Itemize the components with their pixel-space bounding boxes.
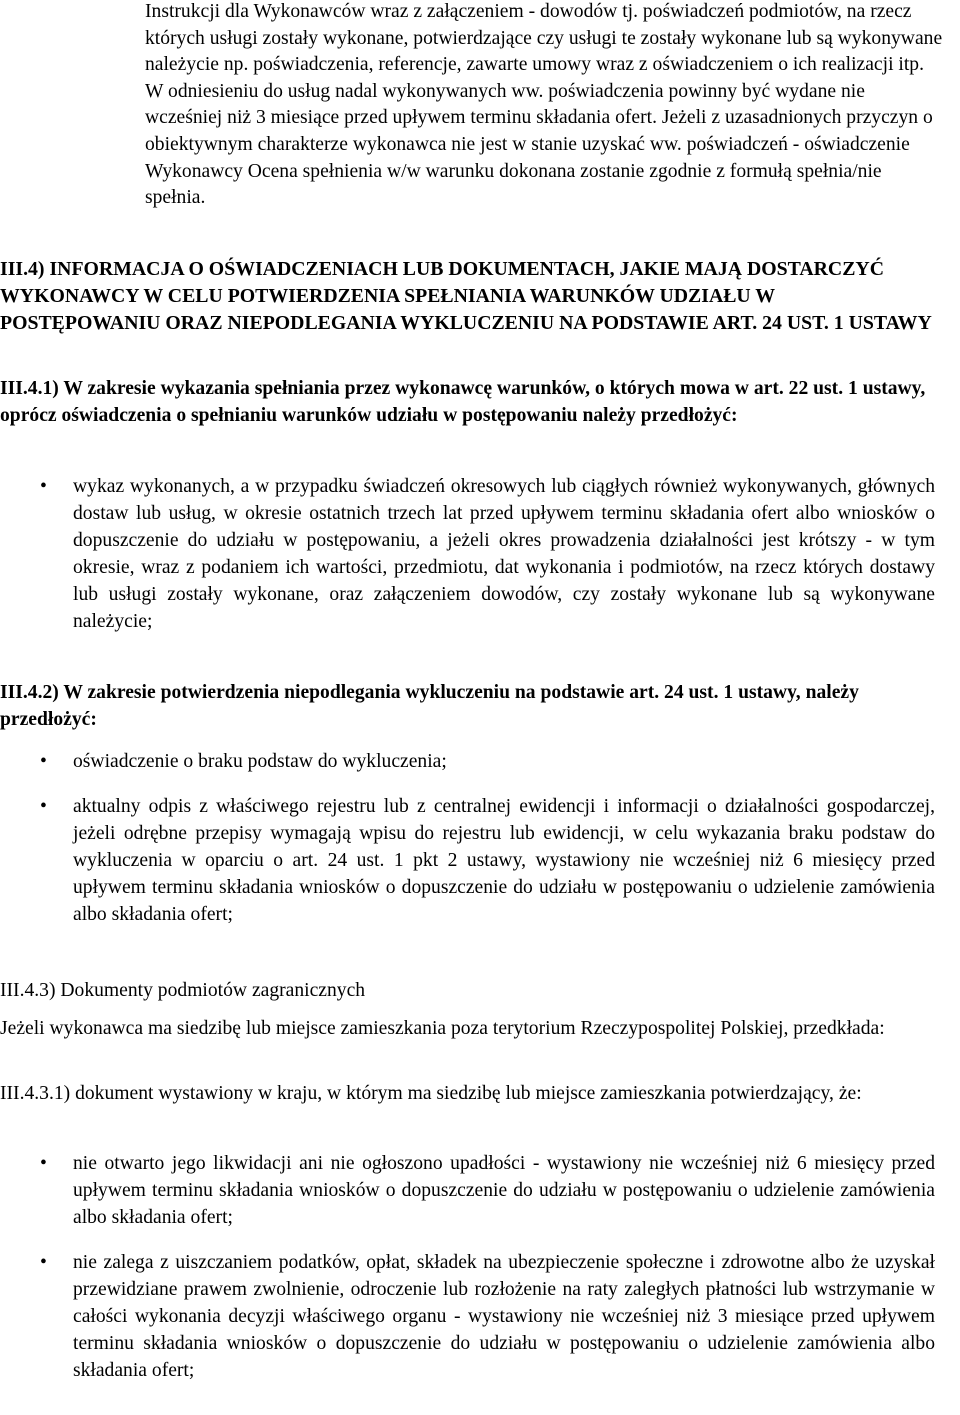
bullet-icon: • [40, 1252, 47, 1273]
intro-text: Instrukcji dla Wykonawców wraz z załączeniem - dowodów tj. poświadczeń podmiotów, na rzecz których usługi zostały wykonane, potwierdzające czy usługi te zostały wykonane lub są wykonywane należycie np. poświadczenia, referencje, zawarte umowy wraz z oświadczeniem o ich realizacji itp. W odniesieniu do usług nadal wykonywanych ww. poświadczenia powinny być wydane nie wcześniej niż 3 miesiące przed upływem terminu składania ofert. Jeżeli z uzasadnionych przyczyn o obiektywnym charakterze wykonawca nie jest w stanie uzyskać ww. poświadczeń - oświadczenie Wykonawcy Ocena spełnienia w/w warunku dokonana zostanie zgodnie z formułą spełnia/nie spełnia. [145, 1, 943, 209]
list-item [0, 748, 935, 775]
subsection-heading-iii-4-2 [0, 680, 935, 733]
paragraph-text: Jeżeli wykonawca ma siedzibę lub miejsce zamieszkania poza terytorium Rzeczypospolitej Polskiej, przedkłada: [0, 1018, 885, 1039]
bullet-icon: • [40, 751, 47, 772]
section-heading-iii-4 [0, 256, 935, 337]
subsection-heading-text: III.4.3.1) dokument wystawiony w kraju, w którym ma siedzibę lub miejsce zamieszkania potwierdzający, że: [0, 1083, 862, 1104]
subsection-heading-iii-4-3 [0, 978, 935, 1005]
list-item-text: nie zalega z uiszczaniem podatków, opłat, składek na ubezpieczenie społeczne i zdrowotne albo że uzyskał przewidziane prawem zwolnienie, odroczenie lub rozłożenie na raty zaległych płatności lub wstrzymanie w całości wykonania decyzji właściwego organu - wystawiony nie wcześniej niż 3 miesiące przed upływem terminu składania wniosków o dopuszczenie do udziału w postępowaniu o udzielenie zamówienia albo składania ofert; [73, 1252, 935, 1381]
list-item [0, 1150, 935, 1231]
subsection-heading-iii-4-3-1 [0, 1081, 935, 1108]
list-item-text: nie otwarto jego likwidacji ani nie ogłoszono upadłości - wystawiony nie wcześniej niż 6 miesięcy przed upływem terminu składania wniosków o dopuszczenie do udziału w postępowaniu o udzielenie zamówienia albo składania ofert; [73, 1153, 935, 1228]
section-heading-text: III.4) INFORMACJA O OŚWIADCZENIACH LUB DOKUMENTACH, JAKIE MAJĄ DOSTARCZYĆ WYKONAWCY W CELU POTWIERDZENIA SPEŁNIANIA WARUNKÓW UDZIAŁU W POSTĘPOWANIU ORAZ NIEPODLEGANIA WYKLUCZENIU NA PODSTAWIE ART. 24 UST. 1 USTAWY [0, 258, 932, 334]
bullet-icon: • [40, 1153, 47, 1174]
bullet-icon: • [40, 476, 47, 497]
subsection-heading-text: III.4.3) Dokumenty podmiotów zagranicznych [0, 980, 366, 1001]
bullet-list-iii-4-3-1 [0, 1150, 935, 1384]
list-item-text: oświadczenie o braku podstaw do wykluczenia; [73, 751, 447, 772]
subsection-heading-iii-4-1 [0, 376, 935, 429]
list-item [0, 793, 935, 928]
bullet-icon: • [40, 796, 47, 817]
subsection-heading-text: III.4.2) W zakresie potwierdzenia niepodlegania wykluczeniu na podstawie art. 24 ust. 1 ustawy, należy przedłożyć: [0, 682, 859, 730]
list-item-text: aktualny odpis z właściwego rejestru lub z centralnej ewidencji i informacji o działalności gospodarczej, jeżeli odrębne przepisy wymagają wpisu do rejestru lub ewidencji, w celu wykazania braku podstaw do wykluczenia w oparciu o art. 24 ust. 1 pkt 2 ustawy, wystawiony nie wcześniej niż 6 miesięcy przed upływem terminu składania wniosków o dopuszczenie do udziału w postępowaniu o udzielenie zamówienia albo składania ofert; [73, 796, 935, 925]
bullet-list-iii-4-1 [0, 473, 935, 635]
list-item [0, 473, 935, 635]
list-item [0, 1249, 935, 1384]
subsection-heading-text: III.4.1) W zakresie wykazania spełniania przez wykonawcę warunków, o których mowa w art. 22 ust. 1 ustawy, oprócz oświadczenia o spełnianiu warunków udziału w postępowaniu należy przedłożyć: [0, 378, 926, 426]
bullet-list-iii-4-2 [0, 748, 935, 928]
paragraph-foreign-entity [0, 1016, 935, 1043]
list-item-text: wykaz wykonanych, a w przypadku świadczeń okresowych lub ciągłych również wykonywanych, głównych dostaw lub usług, w okresie ostatnich trzech lat przed upływem terminu składania ofert albo wniosków o dopuszczenie do udziału w postępowaniu, a jeżeli okres prowadzenia działalności jest krótszy - w tym okresie, wraz z podaniem ich wartości, przedmiotu, dat wykonania i podmiotów, na rzecz których dostawy lub usługi zostały wykonane, oraz załączeniem dowodów, czy zostały wykonane lub są wykonywane należycie; [73, 476, 935, 632]
intro-paragraph [145, 0, 945, 212]
